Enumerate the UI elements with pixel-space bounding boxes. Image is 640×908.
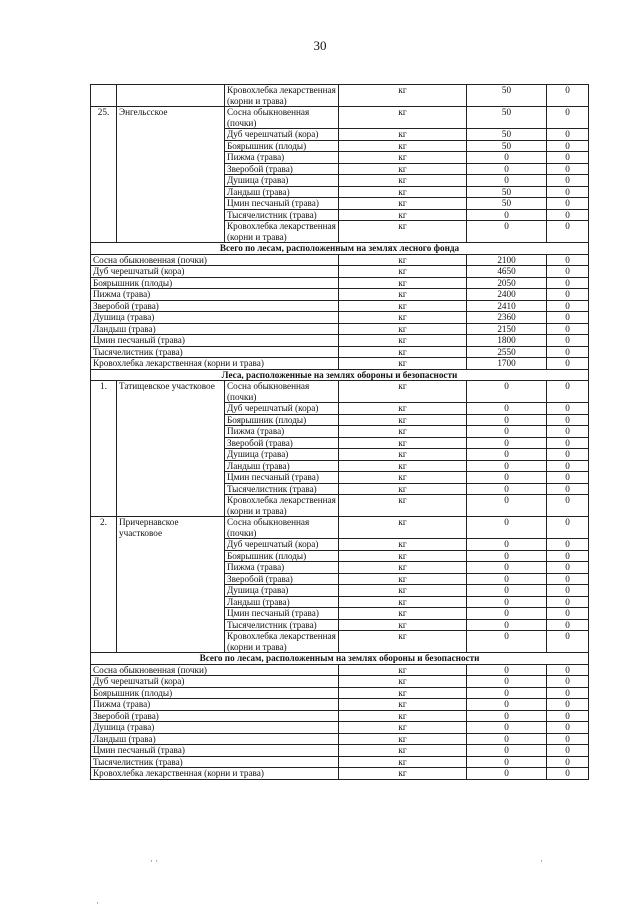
scan-speck: · · bbox=[150, 856, 159, 866]
volume-cell: 0 bbox=[467, 550, 547, 562]
volume-cell: 0 bbox=[467, 495, 547, 517]
total-used-cell: 0 bbox=[547, 358, 589, 370]
unit-cell: кг bbox=[339, 426, 467, 438]
row-number: 1. bbox=[91, 381, 117, 517]
total-used-cell: 0 bbox=[547, 323, 589, 335]
resource-name: Зверобой (трава) bbox=[225, 437, 339, 449]
total-used-cell: 0 bbox=[547, 335, 589, 347]
unit-cell: кг bbox=[339, 495, 467, 517]
total-row bbox=[91, 687, 589, 699]
resource-name: Кровохлебка лекарственная (корни и трава) bbox=[225, 631, 339, 653]
total-volume-cell: 0 bbox=[467, 699, 547, 711]
used-volume-cell: 0 bbox=[547, 175, 589, 187]
total-resource-name: Боярышник (плоды) bbox=[91, 687, 339, 699]
volume-cell: 0 bbox=[467, 437, 547, 449]
unit-cell: кг bbox=[339, 596, 467, 608]
unit-cell: кг bbox=[339, 175, 467, 187]
total-resource-name: Сосна обыкновенная (почки) bbox=[91, 664, 339, 676]
section-header: Леса, расположенные на землях обороны и безопасности bbox=[91, 369, 589, 381]
total-used-cell: 0 bbox=[547, 300, 589, 312]
table-row bbox=[91, 107, 589, 129]
resource-name: Душица (трава) bbox=[225, 449, 339, 461]
used-volume-cell: 0 bbox=[547, 631, 589, 653]
total-row bbox=[91, 346, 589, 358]
volume-cell: 50 bbox=[467, 198, 547, 210]
used-volume-cell: 0 bbox=[547, 186, 589, 198]
resource-name: Цмин песчаный (трава) bbox=[225, 198, 339, 210]
used-volume-cell: 0 bbox=[547, 495, 589, 517]
unit-cell: кг bbox=[339, 722, 467, 734]
volume-cell: 0 bbox=[467, 460, 547, 472]
total-used-cell: 0 bbox=[547, 277, 589, 289]
resource-name: Сосна обыкновенная (почки) bbox=[225, 381, 339, 403]
total-volume-cell: 0 bbox=[467, 710, 547, 722]
resource-name: Дуб черешчатый (кора) bbox=[225, 129, 339, 141]
total-resource-name: Тысячелистник (трава) bbox=[91, 346, 339, 358]
resource-name: Душица (трава) bbox=[225, 585, 339, 597]
total-row bbox=[91, 289, 589, 301]
unit-cell: кг bbox=[339, 539, 467, 551]
section-header: Всего по лесам, расположенным на землях лесного фонда bbox=[91, 243, 589, 255]
resource-name: Ландыш (трава) bbox=[225, 460, 339, 472]
scan-speck: · bbox=[96, 898, 99, 908]
section-header-row bbox=[91, 243, 589, 255]
table-row bbox=[91, 517, 589, 539]
unit-cell: кг bbox=[339, 562, 467, 574]
total-used-cell: 0 bbox=[547, 699, 589, 711]
used-volume-cell: 0 bbox=[547, 539, 589, 551]
total-row bbox=[91, 358, 589, 370]
unit-cell: кг bbox=[339, 140, 467, 152]
resource-name: Ландыш (трава) bbox=[225, 186, 339, 198]
unit-cell: кг bbox=[339, 300, 467, 312]
volume-cell: 0 bbox=[467, 449, 547, 461]
unit-cell: кг bbox=[339, 573, 467, 585]
volume-cell: 0 bbox=[467, 426, 547, 438]
unit-cell: кг bbox=[339, 437, 467, 449]
total-used-cell: 0 bbox=[547, 266, 589, 278]
total-resource-name: Дуб черешчатый (кора) bbox=[91, 266, 339, 278]
total-used-cell: 0 bbox=[547, 676, 589, 688]
used-volume-cell: 0 bbox=[547, 426, 589, 438]
volume-cell: 0 bbox=[467, 539, 547, 551]
resource-name: Боярышник (плоды) bbox=[225, 414, 339, 426]
used-volume-cell: 0 bbox=[547, 449, 589, 461]
resource-name: Сосна обыкновенная (почки) bbox=[225, 107, 339, 129]
total-volume-cell: 0 bbox=[467, 687, 547, 699]
total-resource-name: Зверобой (трава) bbox=[91, 710, 339, 722]
used-volume-cell: 0 bbox=[547, 550, 589, 562]
total-volume-cell: 0 bbox=[467, 722, 547, 734]
unit-cell: кг bbox=[339, 414, 467, 426]
unit-cell: кг bbox=[339, 323, 467, 335]
total-row bbox=[91, 722, 589, 734]
volume-cell: 0 bbox=[467, 619, 547, 631]
used-volume-cell: 0 bbox=[547, 460, 589, 472]
unit-cell: кг bbox=[339, 381, 467, 403]
total-volume-cell: 2550 bbox=[467, 346, 547, 358]
unit-cell: кг bbox=[339, 768, 467, 780]
total-row bbox=[91, 254, 589, 266]
total-volume-cell: 2360 bbox=[467, 312, 547, 324]
total-resource-name: Душица (трава) bbox=[91, 312, 339, 324]
unit-cell: кг bbox=[339, 403, 467, 415]
total-volume-cell: 2410 bbox=[467, 300, 547, 312]
resource-name: Цмин песчаный (трава) bbox=[225, 608, 339, 620]
used-volume-cell: 0 bbox=[547, 562, 589, 574]
resource-name: Пижма (трава) bbox=[225, 152, 339, 164]
volume-cell: 0 bbox=[467, 631, 547, 653]
volume-cell: 0 bbox=[467, 209, 547, 221]
row-number: 25. bbox=[91, 107, 117, 243]
volume-cell: 0 bbox=[467, 608, 547, 620]
total-volume-cell: 1800 bbox=[467, 335, 547, 347]
total-row bbox=[91, 710, 589, 722]
volume-cell: 50 bbox=[467, 186, 547, 198]
total-used-cell: 0 bbox=[547, 710, 589, 722]
volume-cell: 0 bbox=[467, 596, 547, 608]
unit-cell: кг bbox=[339, 619, 467, 631]
used-volume-cell: 0 bbox=[547, 85, 589, 107]
used-volume-cell: 0 bbox=[547, 152, 589, 164]
resource-name: Пижма (трава) bbox=[225, 562, 339, 574]
total-used-cell: 0 bbox=[547, 289, 589, 301]
total-volume-cell: 0 bbox=[467, 745, 547, 757]
resource-name: Кровохлебка лекарственная (корни и трава) bbox=[225, 85, 339, 107]
unit-cell: кг bbox=[339, 631, 467, 653]
used-volume-cell: 0 bbox=[547, 472, 589, 484]
total-used-cell: 0 bbox=[547, 722, 589, 734]
volume-cell: 0 bbox=[467, 152, 547, 164]
used-volume-cell: 0 bbox=[547, 209, 589, 221]
volume-cell: 50 bbox=[467, 129, 547, 141]
total-used-cell: 0 bbox=[547, 687, 589, 699]
total-resource-name: Тысячелистник (трава) bbox=[91, 756, 339, 768]
forestry-name: Причернавское участковое bbox=[117, 517, 225, 653]
used-volume-cell: 0 bbox=[547, 163, 589, 175]
total-volume-cell: 2150 bbox=[467, 323, 547, 335]
total-row bbox=[91, 323, 589, 335]
unit-cell: кг bbox=[339, 85, 467, 107]
unit-cell: кг bbox=[339, 472, 467, 484]
total-row bbox=[91, 745, 589, 757]
unit-cell: кг bbox=[339, 449, 467, 461]
used-volume-cell: 0 bbox=[547, 585, 589, 597]
total-used-cell: 0 bbox=[547, 664, 589, 676]
page-number: 30 bbox=[313, 38, 327, 53]
total-resource-name: Боярышник (плоды) bbox=[91, 277, 339, 289]
resource-name: Ландыш (трава) bbox=[225, 596, 339, 608]
unit-cell: кг bbox=[339, 585, 467, 597]
used-volume-cell: 0 bbox=[547, 140, 589, 152]
total-resource-name: Кровохлебка лекарственная (корни и трава) bbox=[91, 768, 339, 780]
total-used-cell: 0 bbox=[547, 768, 589, 780]
total-volume-cell: 2050 bbox=[467, 277, 547, 289]
total-row bbox=[91, 756, 589, 768]
resource-name: Тысячелистник (трава) bbox=[225, 619, 339, 631]
volume-cell: 50 bbox=[467, 140, 547, 152]
section-header: Всего по лесам, расположенным на землях обороны и безопасности bbox=[91, 653, 589, 665]
resource-name: Кровохлебка лекарственная (корни и трава) bbox=[225, 221, 339, 243]
section-header-row bbox=[91, 653, 589, 665]
used-volume-cell: 0 bbox=[547, 483, 589, 495]
resource-name: Тысячелистник (трава) bbox=[225, 209, 339, 221]
forestry-name bbox=[117, 85, 225, 107]
unit-cell: кг bbox=[339, 550, 467, 562]
unit-cell: кг bbox=[339, 460, 467, 472]
volume-cell: 50 bbox=[467, 85, 547, 107]
total-volume-cell: 0 bbox=[467, 756, 547, 768]
resource-name: Дуб черешчатый (кора) bbox=[225, 403, 339, 415]
unit-cell: кг bbox=[339, 608, 467, 620]
total-used-cell: 0 bbox=[547, 733, 589, 745]
total-row bbox=[91, 312, 589, 324]
used-volume-cell: 0 bbox=[547, 619, 589, 631]
volume-cell: 50 bbox=[467, 107, 547, 129]
total-row bbox=[91, 676, 589, 688]
total-row bbox=[91, 335, 589, 347]
total-resource-name: Ландыш (трава) bbox=[91, 733, 339, 745]
volume-cell: 0 bbox=[467, 517, 547, 539]
volume-cell: 0 bbox=[467, 163, 547, 175]
used-volume-cell: 0 bbox=[547, 573, 589, 585]
unit-cell: кг bbox=[339, 312, 467, 324]
total-row bbox=[91, 266, 589, 278]
resource-name: Кровохлебка лекарственная (корни и трава) bbox=[225, 495, 339, 517]
unit-cell: кг bbox=[339, 756, 467, 768]
total-volume-cell: 1700 bbox=[467, 358, 547, 370]
unit-cell: кг bbox=[339, 687, 467, 699]
table-row bbox=[91, 85, 589, 107]
total-used-cell: 0 bbox=[547, 346, 589, 358]
total-resource-name: Цмин песчаный (трава) bbox=[91, 745, 339, 757]
harvest-table bbox=[90, 84, 589, 780]
scan-speck: · bbox=[540, 856, 543, 866]
volume-cell: 0 bbox=[467, 175, 547, 187]
unit-cell: кг bbox=[339, 254, 467, 266]
section-header-row bbox=[91, 369, 589, 381]
used-volume-cell: 0 bbox=[547, 381, 589, 403]
unit-cell: кг bbox=[339, 710, 467, 722]
volume-cell: 0 bbox=[467, 381, 547, 403]
unit-cell: кг bbox=[339, 346, 467, 358]
volume-cell: 0 bbox=[467, 403, 547, 415]
unit-cell: кг bbox=[339, 107, 467, 129]
used-volume-cell: 0 bbox=[547, 608, 589, 620]
row-number: 2. bbox=[91, 517, 117, 653]
volume-cell: 0 bbox=[467, 562, 547, 574]
used-volume-cell: 0 bbox=[547, 129, 589, 141]
unit-cell: кг bbox=[339, 358, 467, 370]
unit-cell: кг bbox=[339, 129, 467, 141]
total-resource-name: Пижма (трава) bbox=[91, 289, 339, 301]
unit-cell: кг bbox=[339, 198, 467, 210]
resource-name: Дуб черешчатый (кора) bbox=[225, 539, 339, 551]
unit-cell: кг bbox=[339, 335, 467, 347]
unit-cell: кг bbox=[339, 664, 467, 676]
unit-cell: кг bbox=[339, 483, 467, 495]
resource-name: Зверобой (трава) bbox=[225, 573, 339, 585]
total-row bbox=[91, 277, 589, 289]
total-volume-cell: 0 bbox=[467, 664, 547, 676]
total-volume-cell: 0 bbox=[467, 733, 547, 745]
total-volume-cell: 4650 bbox=[467, 266, 547, 278]
volume-cell: 0 bbox=[467, 585, 547, 597]
unit-cell: кг bbox=[339, 676, 467, 688]
total-resource-name: Кровохлебка лекарственная (корни и трава) bbox=[91, 358, 339, 370]
total-resource-name: Зверобой (трава) bbox=[91, 300, 339, 312]
total-row bbox=[91, 300, 589, 312]
resource-name: Цмин песчаный (трава) bbox=[225, 472, 339, 484]
unit-cell: кг bbox=[339, 517, 467, 539]
forestry-name: Энгельсское bbox=[117, 107, 225, 243]
total-volume-cell: 0 bbox=[467, 676, 547, 688]
total-used-cell: 0 bbox=[547, 745, 589, 757]
total-resource-name: Ландыш (трава) bbox=[91, 323, 339, 335]
unit-cell: кг bbox=[339, 699, 467, 711]
resource-name: Зверобой (трава) bbox=[225, 163, 339, 175]
forestry-name: Татищевское участковое bbox=[117, 381, 225, 517]
unit-cell: кг bbox=[339, 152, 467, 164]
volume-cell: 0 bbox=[467, 483, 547, 495]
unit-cell: кг bbox=[339, 209, 467, 221]
used-volume-cell: 0 bbox=[547, 517, 589, 539]
resource-name: Душица (трава) bbox=[225, 175, 339, 187]
total-volume-cell: 2400 bbox=[467, 289, 547, 301]
total-row bbox=[91, 768, 589, 780]
volume-cell: 0 bbox=[467, 221, 547, 243]
total-resource-name: Пижма (трава) bbox=[91, 699, 339, 711]
resource-name: Сосна обыкновенная (почки) bbox=[225, 517, 339, 539]
total-volume-cell: 2100 bbox=[467, 254, 547, 266]
used-volume-cell: 0 bbox=[547, 403, 589, 415]
total-used-cell: 0 bbox=[547, 756, 589, 768]
total-row bbox=[91, 664, 589, 676]
total-resource-name: Цмин песчаный (трава) bbox=[91, 335, 339, 347]
unit-cell: кг bbox=[339, 266, 467, 278]
total-row bbox=[91, 733, 589, 745]
used-volume-cell: 0 bbox=[547, 107, 589, 129]
used-volume-cell: 0 bbox=[547, 221, 589, 243]
used-volume-cell: 0 bbox=[547, 437, 589, 449]
total-row bbox=[91, 699, 589, 711]
unit-cell: кг bbox=[339, 163, 467, 175]
total-resource-name: Душица (трава) bbox=[91, 722, 339, 734]
total-used-cell: 0 bbox=[547, 254, 589, 266]
unit-cell: кг bbox=[339, 733, 467, 745]
resource-name: Боярышник (плоды) bbox=[225, 140, 339, 152]
volume-cell: 0 bbox=[467, 472, 547, 484]
table-body bbox=[91, 85, 589, 780]
row-number bbox=[91, 85, 117, 107]
unit-cell: кг bbox=[339, 186, 467, 198]
volume-cell: 0 bbox=[467, 414, 547, 426]
table-row bbox=[91, 381, 589, 403]
unit-cell: кг bbox=[339, 277, 467, 289]
used-volume-cell: 0 bbox=[547, 596, 589, 608]
unit-cell: кг bbox=[339, 221, 467, 243]
total-volume-cell: 0 bbox=[467, 768, 547, 780]
total-resource-name: Дуб черешчатый (кора) bbox=[91, 676, 339, 688]
unit-cell: кг bbox=[339, 289, 467, 301]
total-resource-name: Сосна обыкновенная (почки) bbox=[91, 254, 339, 266]
resource-name: Пижма (трава) bbox=[225, 426, 339, 438]
resource-name: Боярышник (плоды) bbox=[225, 550, 339, 562]
used-volume-cell: 0 bbox=[547, 414, 589, 426]
resource-name: Тысячелистник (трава) bbox=[225, 483, 339, 495]
used-volume-cell: 0 bbox=[547, 198, 589, 210]
unit-cell: кг bbox=[339, 745, 467, 757]
volume-cell: 0 bbox=[467, 573, 547, 585]
total-used-cell: 0 bbox=[547, 312, 589, 324]
